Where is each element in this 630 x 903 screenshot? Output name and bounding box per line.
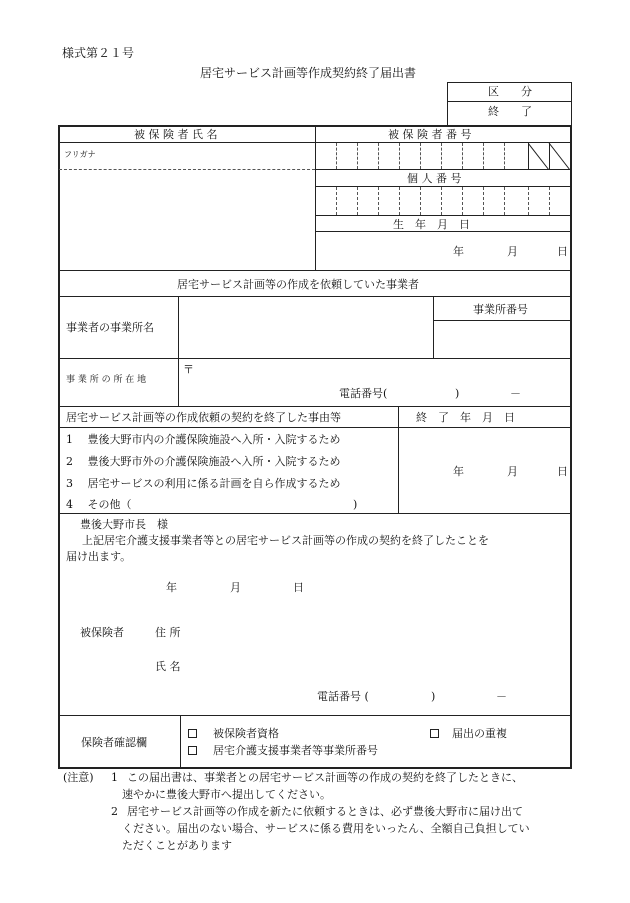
note-1-line1: この届出書は、事業者との居宅サービス計画等の作成の契約を終了したときに、 xyxy=(127,771,523,784)
form-number: 様式第２１号 xyxy=(62,46,135,60)
declaration-line2: 届け出ます。 xyxy=(66,550,132,563)
provider-phone-field[interactable] xyxy=(400,386,565,402)
note-2-line3: ただくことがあります xyxy=(122,839,232,852)
birthdate-year-label: 年 xyxy=(453,245,464,258)
birthdate-field[interactable] xyxy=(316,232,570,269)
reason-3[interactable]: 3 居宅サービスの利用に係る計画を自ら作成するため xyxy=(66,477,341,490)
disabled-digit-slashes xyxy=(528,143,571,170)
termination-month-label: 月 xyxy=(507,465,518,478)
declarant-name-label: 氏 名 xyxy=(155,660,181,673)
form-title: 居宅サービス計画等作成契約終了届出書 xyxy=(200,66,417,80)
office-number-label: 事業所番号 xyxy=(473,303,528,316)
declarant-phone-dash: － xyxy=(496,690,507,703)
declarant-phone-label: 電話番号 ( xyxy=(317,690,369,703)
declarant-address-field[interactable] xyxy=(196,622,556,642)
provider-section-header: 居宅サービス計画等の作成を依頼していた事業者 xyxy=(177,278,419,291)
provider-phone-dash: － xyxy=(510,387,521,400)
birthdate-header: 生 年 月 日 xyxy=(393,218,470,231)
declarant-phone-close: ) xyxy=(431,690,436,703)
office-address-field[interactable] xyxy=(196,360,566,384)
note-1-number: 1 xyxy=(111,771,118,784)
checkbox-duplicate[interactable] xyxy=(430,729,439,738)
termination-day-label: 日 xyxy=(557,465,568,478)
reason-2[interactable]: 2 豊後大野市外の介護保険施設へ入所・入院するため xyxy=(66,455,341,468)
office-number-field[interactable] xyxy=(434,321,570,357)
note-2-number: 2 xyxy=(111,805,118,818)
note-1-line2: 速やかに豊後大野市へ提出してください。 xyxy=(122,788,331,801)
insured-name-field[interactable] xyxy=(60,171,314,268)
termination-reason-header: 居宅サービス計画等の作成依頼の契約を終了した事由等 xyxy=(66,411,341,424)
declaration-month-label: 月 xyxy=(230,581,241,594)
note-2-line2: ください。届出のない場合、サービスに係る費用をいったん、全額自己負担してい xyxy=(122,822,530,835)
reason-other-field[interactable] xyxy=(150,497,350,511)
birthdate-month-label: 月 xyxy=(507,245,518,258)
declaration-year-label: 年 xyxy=(166,581,177,594)
postal-mark: 〒 xyxy=(183,363,194,376)
termination-date-header: 終 了 年 月 日 xyxy=(416,411,515,424)
check-insured-status-label: 被保険者資格 xyxy=(213,727,279,740)
furigana-label: フリガナ xyxy=(64,150,96,159)
office-name-label: 事業者の事業所名 xyxy=(66,321,154,334)
note-2-line1: 居宅サービス計画等の作成を新たに依頼するときは、必ず豊後大野市に届け出て xyxy=(127,805,523,818)
provider-phone-label: 電話番号( xyxy=(339,387,388,400)
declarant-name-field[interactable] xyxy=(196,656,556,676)
reason-other-close: ) xyxy=(353,498,358,511)
declarant-address-label: 住 所 xyxy=(155,626,181,639)
office-name-field[interactable] xyxy=(179,297,432,357)
checkbox-insured-status[interactable] xyxy=(188,729,197,738)
personal-number-field[interactable] xyxy=(316,187,570,214)
check-office-number-label: 居宅介護支援事業者等事業所番号 xyxy=(213,744,378,757)
category-value: 終 了 xyxy=(488,105,532,118)
personal-number-header: 個 人 番 号 xyxy=(407,172,462,185)
declaration-day-label: 日 xyxy=(293,581,304,594)
office-address-label: 事 業 所 の 所 在 地 xyxy=(66,375,147,385)
insured-number-field[interactable] xyxy=(316,143,528,169)
insured-name-header: 被 保 険 者 氏 名 xyxy=(134,128,218,141)
checkbox-office-number[interactable] xyxy=(188,746,197,755)
provider-phone-close: ) xyxy=(455,387,460,400)
reason-1[interactable]: 1 豊後大野市内の介護保険施設へ入所・入院するため xyxy=(66,433,341,446)
declarant-insured-label: 被保険者 xyxy=(80,626,124,639)
termination-date-field[interactable] xyxy=(399,428,570,512)
category-label: 区 分 xyxy=(488,85,532,98)
reason-4[interactable]: 4 その他（ xyxy=(66,498,132,511)
notes-label: (注意) xyxy=(63,771,94,784)
confirmation-label: 保険者確認欄 xyxy=(81,736,147,749)
declaration-line1: 上記居宅介護支援事業者等との居宅サービス計画等の作成の契約を終了したことを xyxy=(82,534,489,547)
declaration-date-field[interactable] xyxy=(110,578,310,596)
addressee: 豊後大野市長 様 xyxy=(80,518,168,531)
furigana-field[interactable] xyxy=(60,143,314,168)
insured-number-header: 被 保 険 者 番 号 xyxy=(388,128,472,141)
check-duplicate-label: 届出の重複 xyxy=(452,727,507,740)
birthdate-day-label: 日 xyxy=(557,245,568,258)
declarant-phone-field[interactable] xyxy=(380,688,560,704)
termination-year-label: 年 xyxy=(453,465,464,478)
